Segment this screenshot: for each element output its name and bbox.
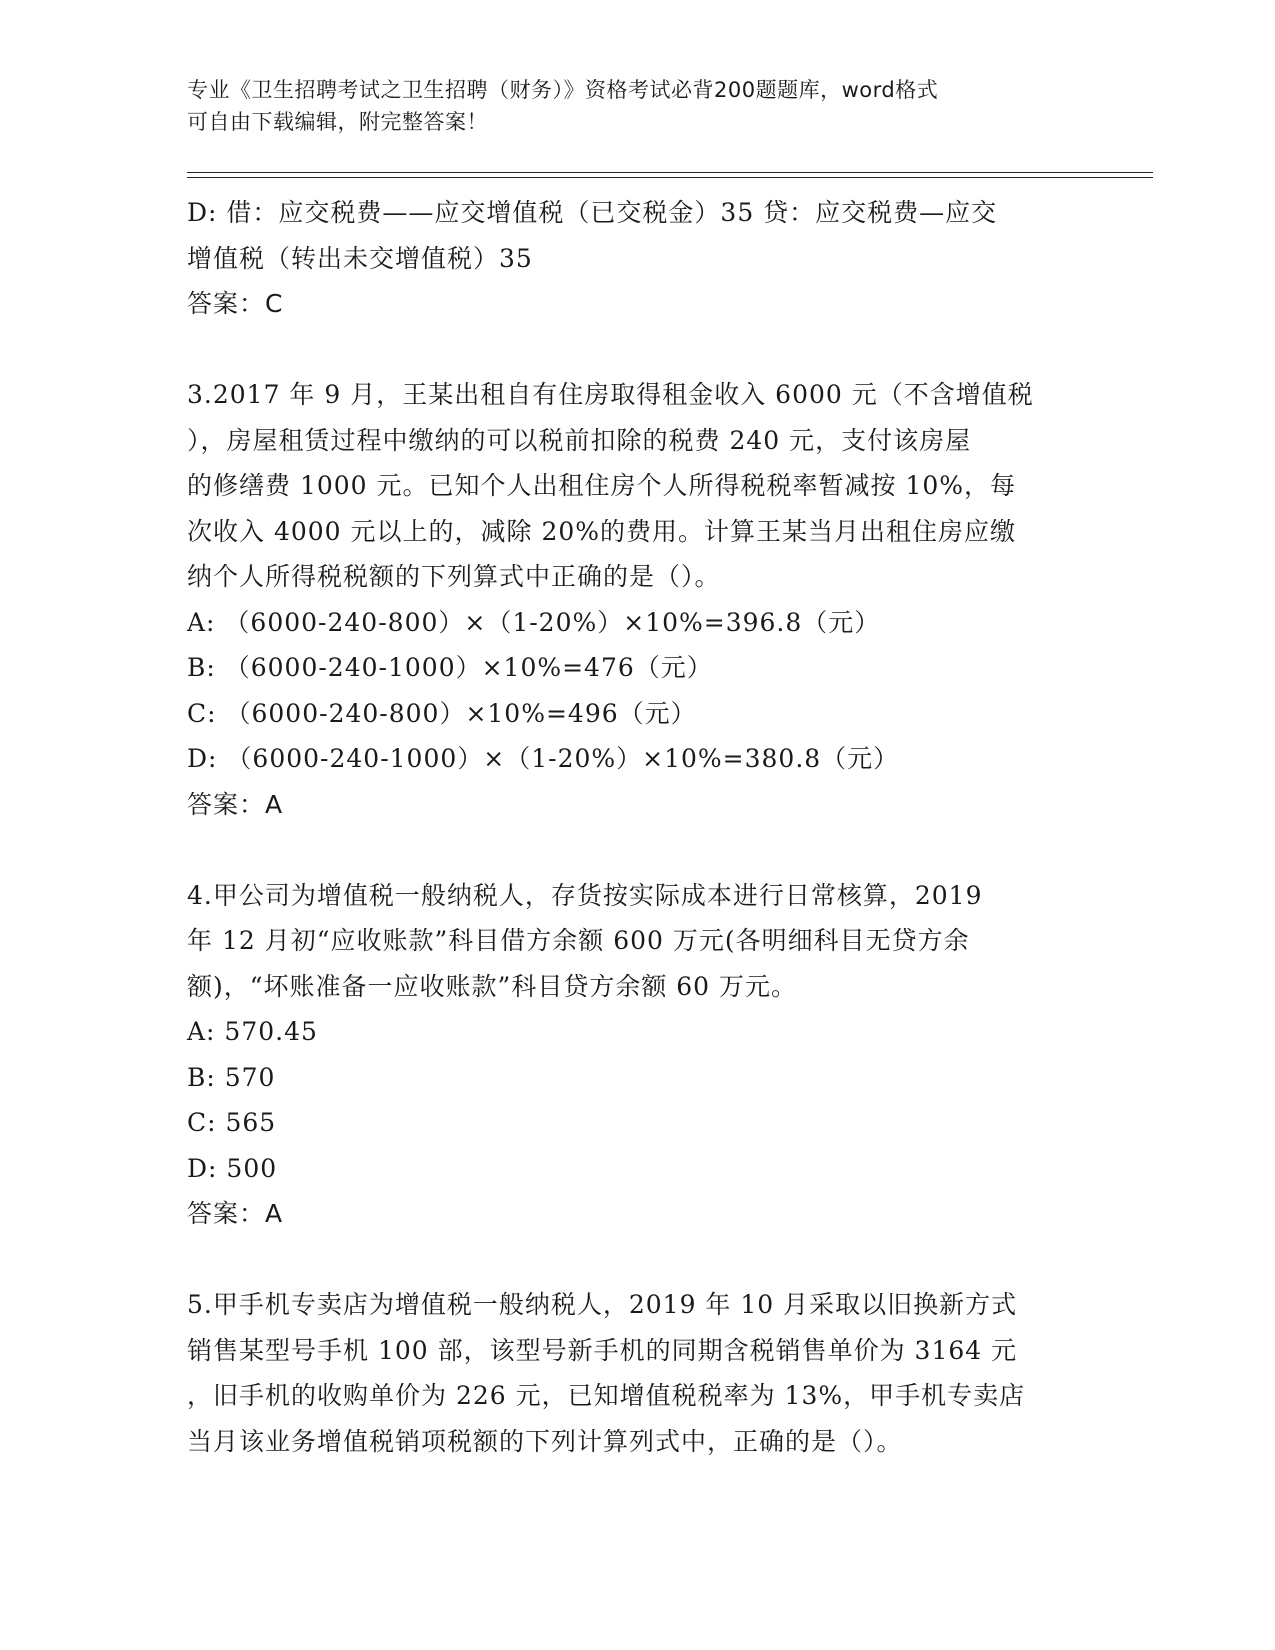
question-5: [187, 1282, 1087, 1464]
question-stem-line: 4.甲公司为增值税一般纳税人，存货按实际成本进行日常核算，2019: [187, 880, 983, 910]
option-b: B: 570: [187, 1062, 276, 1092]
header-title-line-1: 专业《卫生招聘考试之卫生招聘（财务）》资格考试必背200题题库，word格式: [187, 78, 939, 102]
spacer: [187, 327, 1087, 373]
question-stem-line: 5.甲手机专卖店为增值税一般纳税人，2019 年 10 月采取以旧换新方式: [187, 1290, 1018, 1319]
question-stem-line: 当月该业务增值税销项税额的下列计算列式中，正确的是（）。: [187, 1426, 903, 1456]
answer: 答案：C: [187, 289, 284, 318]
question-stem-line: ），房屋租赁过程中缴纳的可以税前扣除的税费 240 元，支付该房屋: [187, 425, 972, 455]
option-c: C: 565: [187, 1108, 277, 1137]
question-3: [187, 372, 1087, 827]
question-stem-line: 次收入 4000 元以上的，减除 20%的费用。计算王某当月出租住房应缴: [187, 516, 1017, 546]
document-body: [187, 190, 1087, 1464]
spacer: [187, 1237, 1087, 1283]
question-4: [187, 873, 1087, 1237]
question-stem-line: 的修缮费 1000 元。已知个人出租住房个人所得税税率暂减按 10%，每: [187, 471, 1017, 500]
header-rule-bottom: [187, 177, 1153, 178]
question-2-continuation: [187, 190, 1087, 327]
option-d-line-1: D: 借：应交税费——应交增值税（已交税金）35 贷：应交税费—应交: [187, 198, 998, 227]
question-stem-line: 纳个人所得税税额的下列算式中正确的是（）。: [187, 562, 721, 591]
spacer: [187, 827, 1087, 873]
option-c: C: （6000-240-800）×10%=496（元）: [187, 698, 697, 728]
question-stem-line: 年 12 月初“应收账款”科目借方余额 600 万元(各明细科目无贷方余: [187, 926, 970, 955]
option-d-line-2: 增值税（转出未交增值税）35: [187, 243, 533, 273]
option-d: D: 500: [187, 1153, 278, 1183]
document-header: [187, 74, 1067, 138]
answer: 答案：A: [187, 1199, 284, 1228]
question-stem-line: 额)，“坏账准备一应收账款”科目贷方余额 60 万元。: [187, 971, 798, 1001]
header-rule-top: [187, 172, 1153, 173]
option-b: B: （6000-240-1000）×10%=476（元）: [187, 653, 713, 682]
answer: 答案：A: [187, 789, 284, 819]
option-d: D: （6000-240-1000）×（1-20%）×10%=380.8（元）: [187, 744, 900, 773]
question-stem-line: 销售某型号手机 100 部，该型号新手机的同期含税销售单价为 3164 元: [187, 1335, 1018, 1365]
question-stem-line: ，旧手机的收购单价为 226 元，已知增值税税率为 13%，甲手机专卖店: [187, 1381, 1026, 1410]
header-title-line-2: 可自由下载编辑，附完整答案！: [187, 110, 488, 134]
option-a: A: 570.45: [187, 1017, 318, 1046]
option-a: A: （6000-240-800）×（1-20%）×10%=396.8（元）: [187, 607, 881, 637]
question-stem-line: 3.2017 年 9 月，王某出租自有住房取得租金收入 6000 元（不含增值税: [187, 380, 1034, 409]
